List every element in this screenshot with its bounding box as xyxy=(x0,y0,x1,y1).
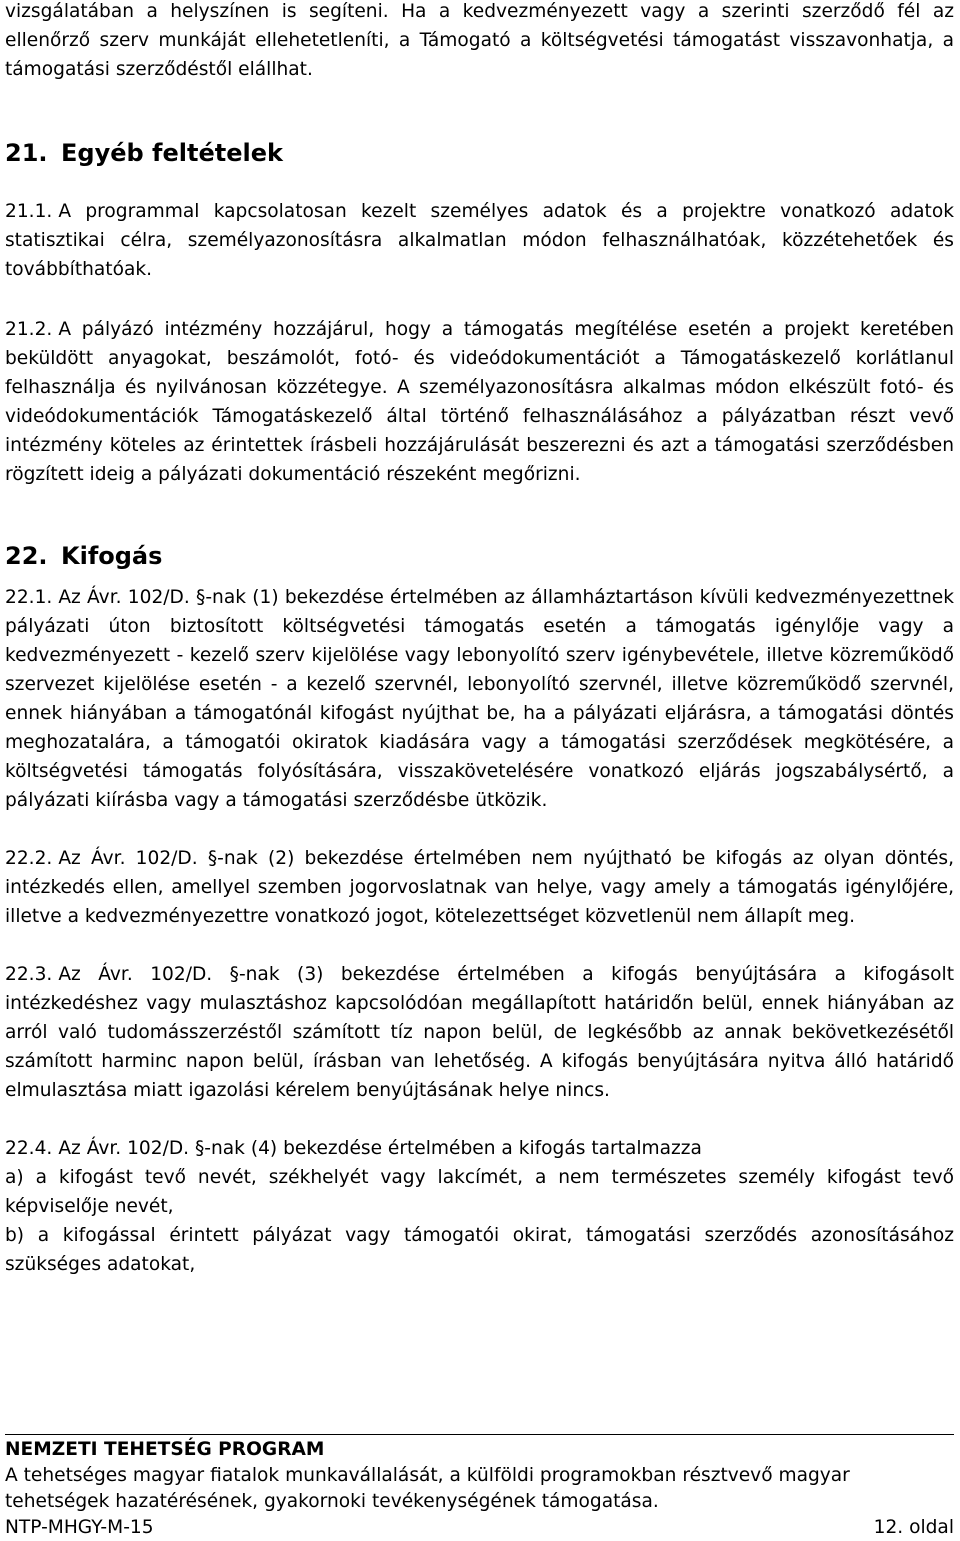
footer-divider xyxy=(5,1434,954,1435)
section-20-tail-paragraph: vizsgálatában a helyszínen is segíteni. Ha a kedvezményezett vagy a szerinti szerződő fél az ellenőrző szerv munkáját ellehetetleníti, a Támogató a költségvetési támogatást visszavonhatja, a támogatási szerződéstől elállhat. xyxy=(5,1,954,80)
paragraph-22-3-text: Az Ávr. 102/D. §-nak (3) bekezdése értelmében a kifogás benyújtására a kifogásolt intézkedéshez vagy mulasztáshoz kapcsolódóan megállapított határidőn belül, ennek hiányában az arról való tudomásszerzéstől számított tíz napon belül, de legkésőbb az annak bekövetkezésétől számított harminc napon belül, írásban van lehetőség. A kifogás benyújtására nyitva álló határidő elmulasztása miatt igazolási kérelem benyújtásának helye nincs. xyxy=(5,964,954,1101)
section-22-title: Kifogás xyxy=(61,542,163,570)
paragraph-22-3-number: 22.3. xyxy=(5,964,53,985)
footer-bottom-line xyxy=(5,1515,954,1541)
list-item-a: a) a kifogást tevő nevét, székhelyét vagy lakcímét, a nem természetes személy kifogást tevő képviselője nevét, xyxy=(5,1167,954,1217)
footer-document-code: NTP-MHGY-M-15 xyxy=(5,1517,154,1538)
paragraph-22-1-text: Az Ávr. 102/D. §-nak (1) bekezdése értelmében az államháztartáson kívüli kedvezményezettnek pályázati úton biztosított költségvetési támogatás esetén a támogatás igénylője vagy a kedvezményezett - kezelő szerv kijelölése vagy lebonyolító szerv igénybevétele, illetve közreműködő szervezet kijelölése esetén - a kezelő szervnél, lebonyolító szervnél, illetve közreműködő szervnél, ennek hiányában a támogatónál kifogást nyújthat be, ha a pályázati eljárásra, a támogatási döntés meghozatalára, a támogatói okiratok kiadására vagy a támogatási szerződések megkötésére, a költségvetési támogatás folyósítására, visszakövetelésére vonatkozó eljárás jogszabálysértő, a pályázati kiírásba vagy a támogatási szerződésbe ütközik. xyxy=(5,587,954,811)
paragraph-21-2 xyxy=(5,315,954,489)
paragraph-22-2-text: Az Ávr. 102/D. §-nak (2) bekezdése értelmében nem nyújtható be kifogás az olyan döntés, intézkedés ellen, amellyel szemben jogorvoslatnak van helye, vagy amely a támogatás igénylőjére, illetve a kedvezményezettre vonatkozó jogot, kötelezettséget közvetlenül nem állapít meg. xyxy=(5,848,954,927)
paragraph-22-2 xyxy=(5,844,954,931)
section-21-heading xyxy=(5,138,954,168)
paragraph-22-2-number: 22.2. xyxy=(5,848,53,869)
paragraph-21-2-text: A pályázó intézmény hozzájárul, hogy a támogatás megítélése esetén a projekt keretében beküldött anyagokat, beszámolót, fotó- és videódokumentációt a Támogatáskezelő korlátlanul felhasználja és nyilvánosan közzétegye. A személyazonosításra alkalmas módon elkészült fotó- és videódokumentációk Támogatáskezelő által történő felhasználásához a pályázatban részt vevő intézmény köteles az érintettek írásbeli hozzájárulását beszerezni és azt a támogatási szerződésben rögzített ideig a pályázati dokumentáció részeként megőrizni. xyxy=(5,319,954,485)
paragraph-21-1-text: A programmal kapcsolatosan kezelt személyes adatok és a projektre vonatkozó adatok statisztikai célra, személyazonosításra alkalmatlan módon felhasználhatóak, közzétehetőek és továbbíthatóak. xyxy=(5,201,954,280)
section-22-heading xyxy=(5,541,954,571)
footer-program-name: NEMZETI TEHETSÉG PROGRAM xyxy=(5,1439,325,1460)
page-footer xyxy=(5,1434,954,1541)
document-page xyxy=(5,0,954,1279)
paragraph-22-4-text: Az Ávr. 102/D. §-nak (4) bekezdése értelmében a kifogás tartalmazza xyxy=(58,1138,702,1159)
section-22-number: 22. xyxy=(5,542,48,570)
paragraph-22-1 xyxy=(5,583,954,815)
footer-page-number: 12. oldal xyxy=(873,1517,954,1538)
paragraph-22-4 xyxy=(5,1134,954,1163)
paragraph-21-1 xyxy=(5,197,954,284)
footer-description: A tehetséges magyar fiatalok munkavállalását, a külföldi programokban résztvevő magyar tehetségek hazatérésének, gyakornoki tevékenységének támogatása. xyxy=(5,1465,850,1512)
paragraph-22-3 xyxy=(5,960,954,1105)
list-item-b: b) a kifogással érintett pályázat vagy támogatói okirat, támogatási szerződés azonosításához szükséges adatokat, xyxy=(5,1225,954,1275)
paragraph-22-1-number: 22.1. xyxy=(5,587,53,608)
section-21-number: 21. xyxy=(5,139,48,167)
paragraph-22-4-number: 22.4. xyxy=(5,1138,53,1159)
paragraph-21-2-number: 21.2. xyxy=(5,319,53,340)
section-21-title: Egyéb feltételek xyxy=(61,139,283,167)
paragraph-21-1-number: 21.1. xyxy=(5,201,53,222)
